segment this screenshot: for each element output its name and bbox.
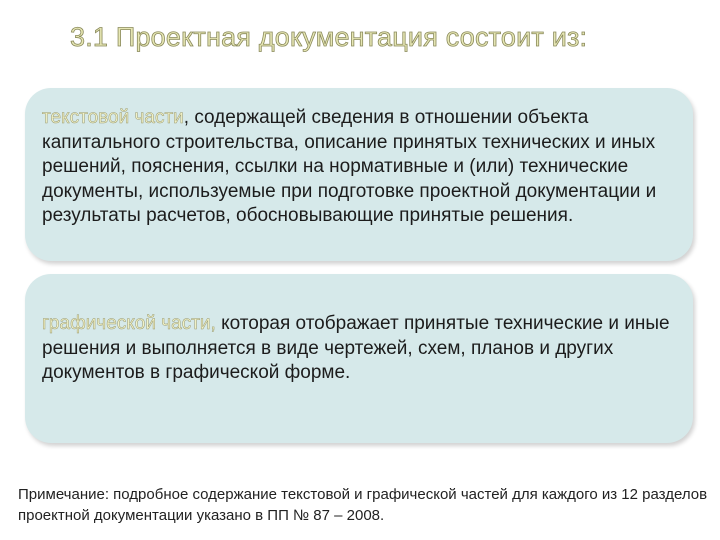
graphic-part-body: которая отображает принятые технические и иные решения и выполняется в виде чертежей, схем, планов и других документов в графической форме. — [42, 313, 670, 384]
text-part-box — [25, 88, 693, 261]
graphic-part-highlight: графической части, — [42, 313, 216, 334]
text-part-description — [42, 106, 679, 229]
graphic-part-box — [25, 274, 693, 443]
slide-title: 3.1 Проектная документация состоит из: — [70, 22, 588, 52]
graphic-part-description — [42, 312, 679, 386]
text-part-body: , содержащей сведения в отношении объекта капитального строительства, описание принятых технических и иных решений, пояснения, ссылки на нормативные и (или) технические документы, используемые при подготовке проектной документации и результаты расчетов, обосновывающие принятые решения. — [42, 107, 657, 227]
text-part-highlight: текстовой части — [42, 107, 184, 128]
footnote: Примечание: подробное содержание текстовой и графической частей для каждого из 12 разделов проектной документации указано в ПП № 87 – 2008. — [18, 486, 708, 524]
